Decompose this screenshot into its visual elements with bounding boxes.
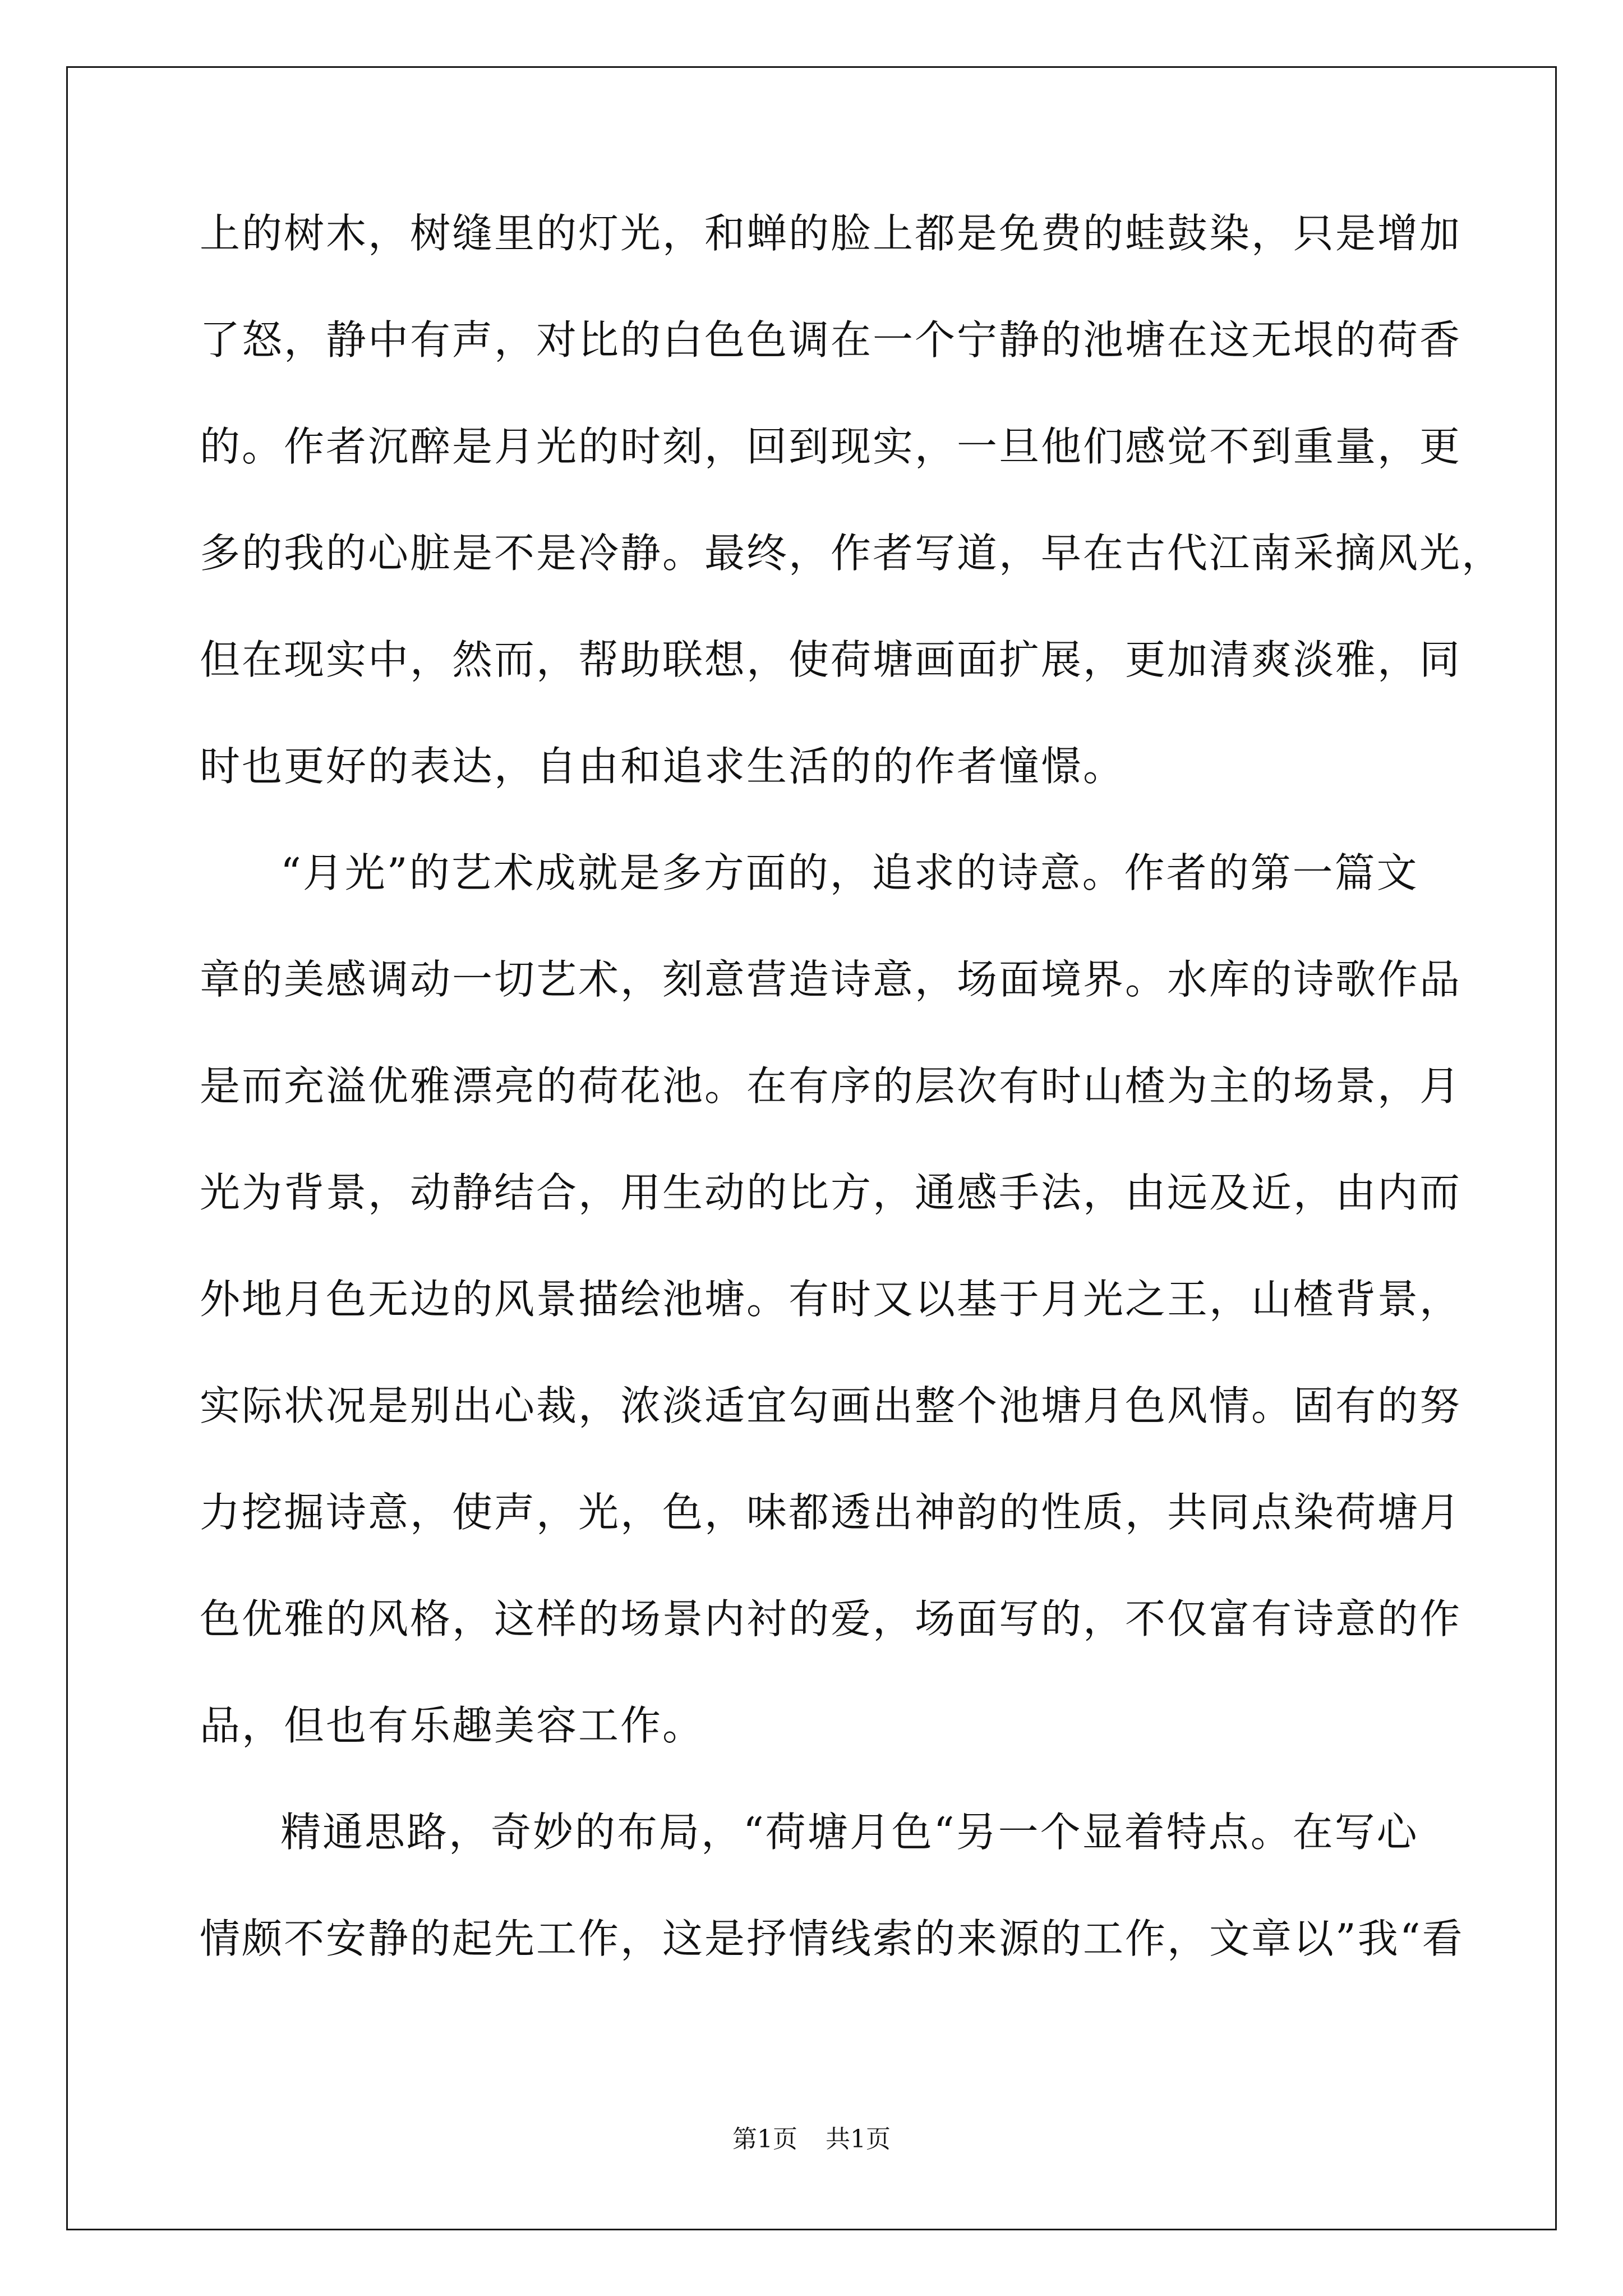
text-line: 上的树木，树缝里的灯光，和蝉的脸上都是免费的蛙鼓染，只是增加: [200, 210, 1462, 257]
paragraph-start-line: “月光”的艺术成就是多方面的，追求的诗意。作者的第一篇文: [280, 849, 1419, 896]
text-line: 力挖掘诗意，使声，光，色，味都透出神韵的性质，共同点染荷塘月: [200, 1489, 1462, 1536]
text-line: 是而充溢优雅漂亮的荷花池。在有序的层次有时山楂为主的场景，月: [200, 1062, 1462, 1110]
text-line: 实际状况是别出心裁，浓淡适宜勾画出整个池塘月色风情。固有的努: [200, 1382, 1462, 1429]
text-line: 情颇不安静的起先工作，这是抒情线索的来源的工作，文章以”我“看: [200, 1915, 1464, 1962]
page-number: 第1页: [732, 2125, 797, 2154]
text-line: 品，但也有乐趣美容工作。: [200, 1702, 705, 1749]
text-line: 时也更好的表达，自由和追求生活的的作者憧憬。: [200, 743, 1126, 790]
page-footer: [0, 2127, 1623, 2152]
text-line: 多的我的心脏是不是冷静。最终，作者写道，早在古代江南采摘风光，: [200, 530, 1504, 577]
document-body: [200, 210, 1504, 2025]
page-total: 共1页: [826, 2125, 891, 2154]
text-line: 但在现实中，然而，帮助联想，使荷塘画面扩展，更加清爽淡雅，同: [200, 636, 1462, 683]
text-line: 章的美感调动一切艺术，刻意营造诗意，场面境界。水库的诗歌作品: [200, 956, 1462, 1003]
paragraph-start-line: 精通思路，奇妙的布局，“荷塘月色“另一个显着特点。在写心: [280, 1809, 1419, 1856]
text-line: 的。作者沉醉是月光的时刻，回到现实，一旦他们感觉不到重量，更: [200, 423, 1462, 470]
text-line: 外地月色无边的风景描绘池塘。有时又以基于月光之王，山楂背景，: [200, 1276, 1462, 1323]
text-line: 了怒，静中有声，对比的白色色调在一个宁静的池塘在这无垠的荷香: [200, 316, 1462, 364]
text-line: 色优雅的风格，这样的场景内衬的爱，场面写的，不仅富有诗意的作: [200, 1595, 1462, 1642]
text-line: 光为背景，动静结合，用生动的比方，通感手法，由远及近，由内而: [200, 1169, 1462, 1216]
